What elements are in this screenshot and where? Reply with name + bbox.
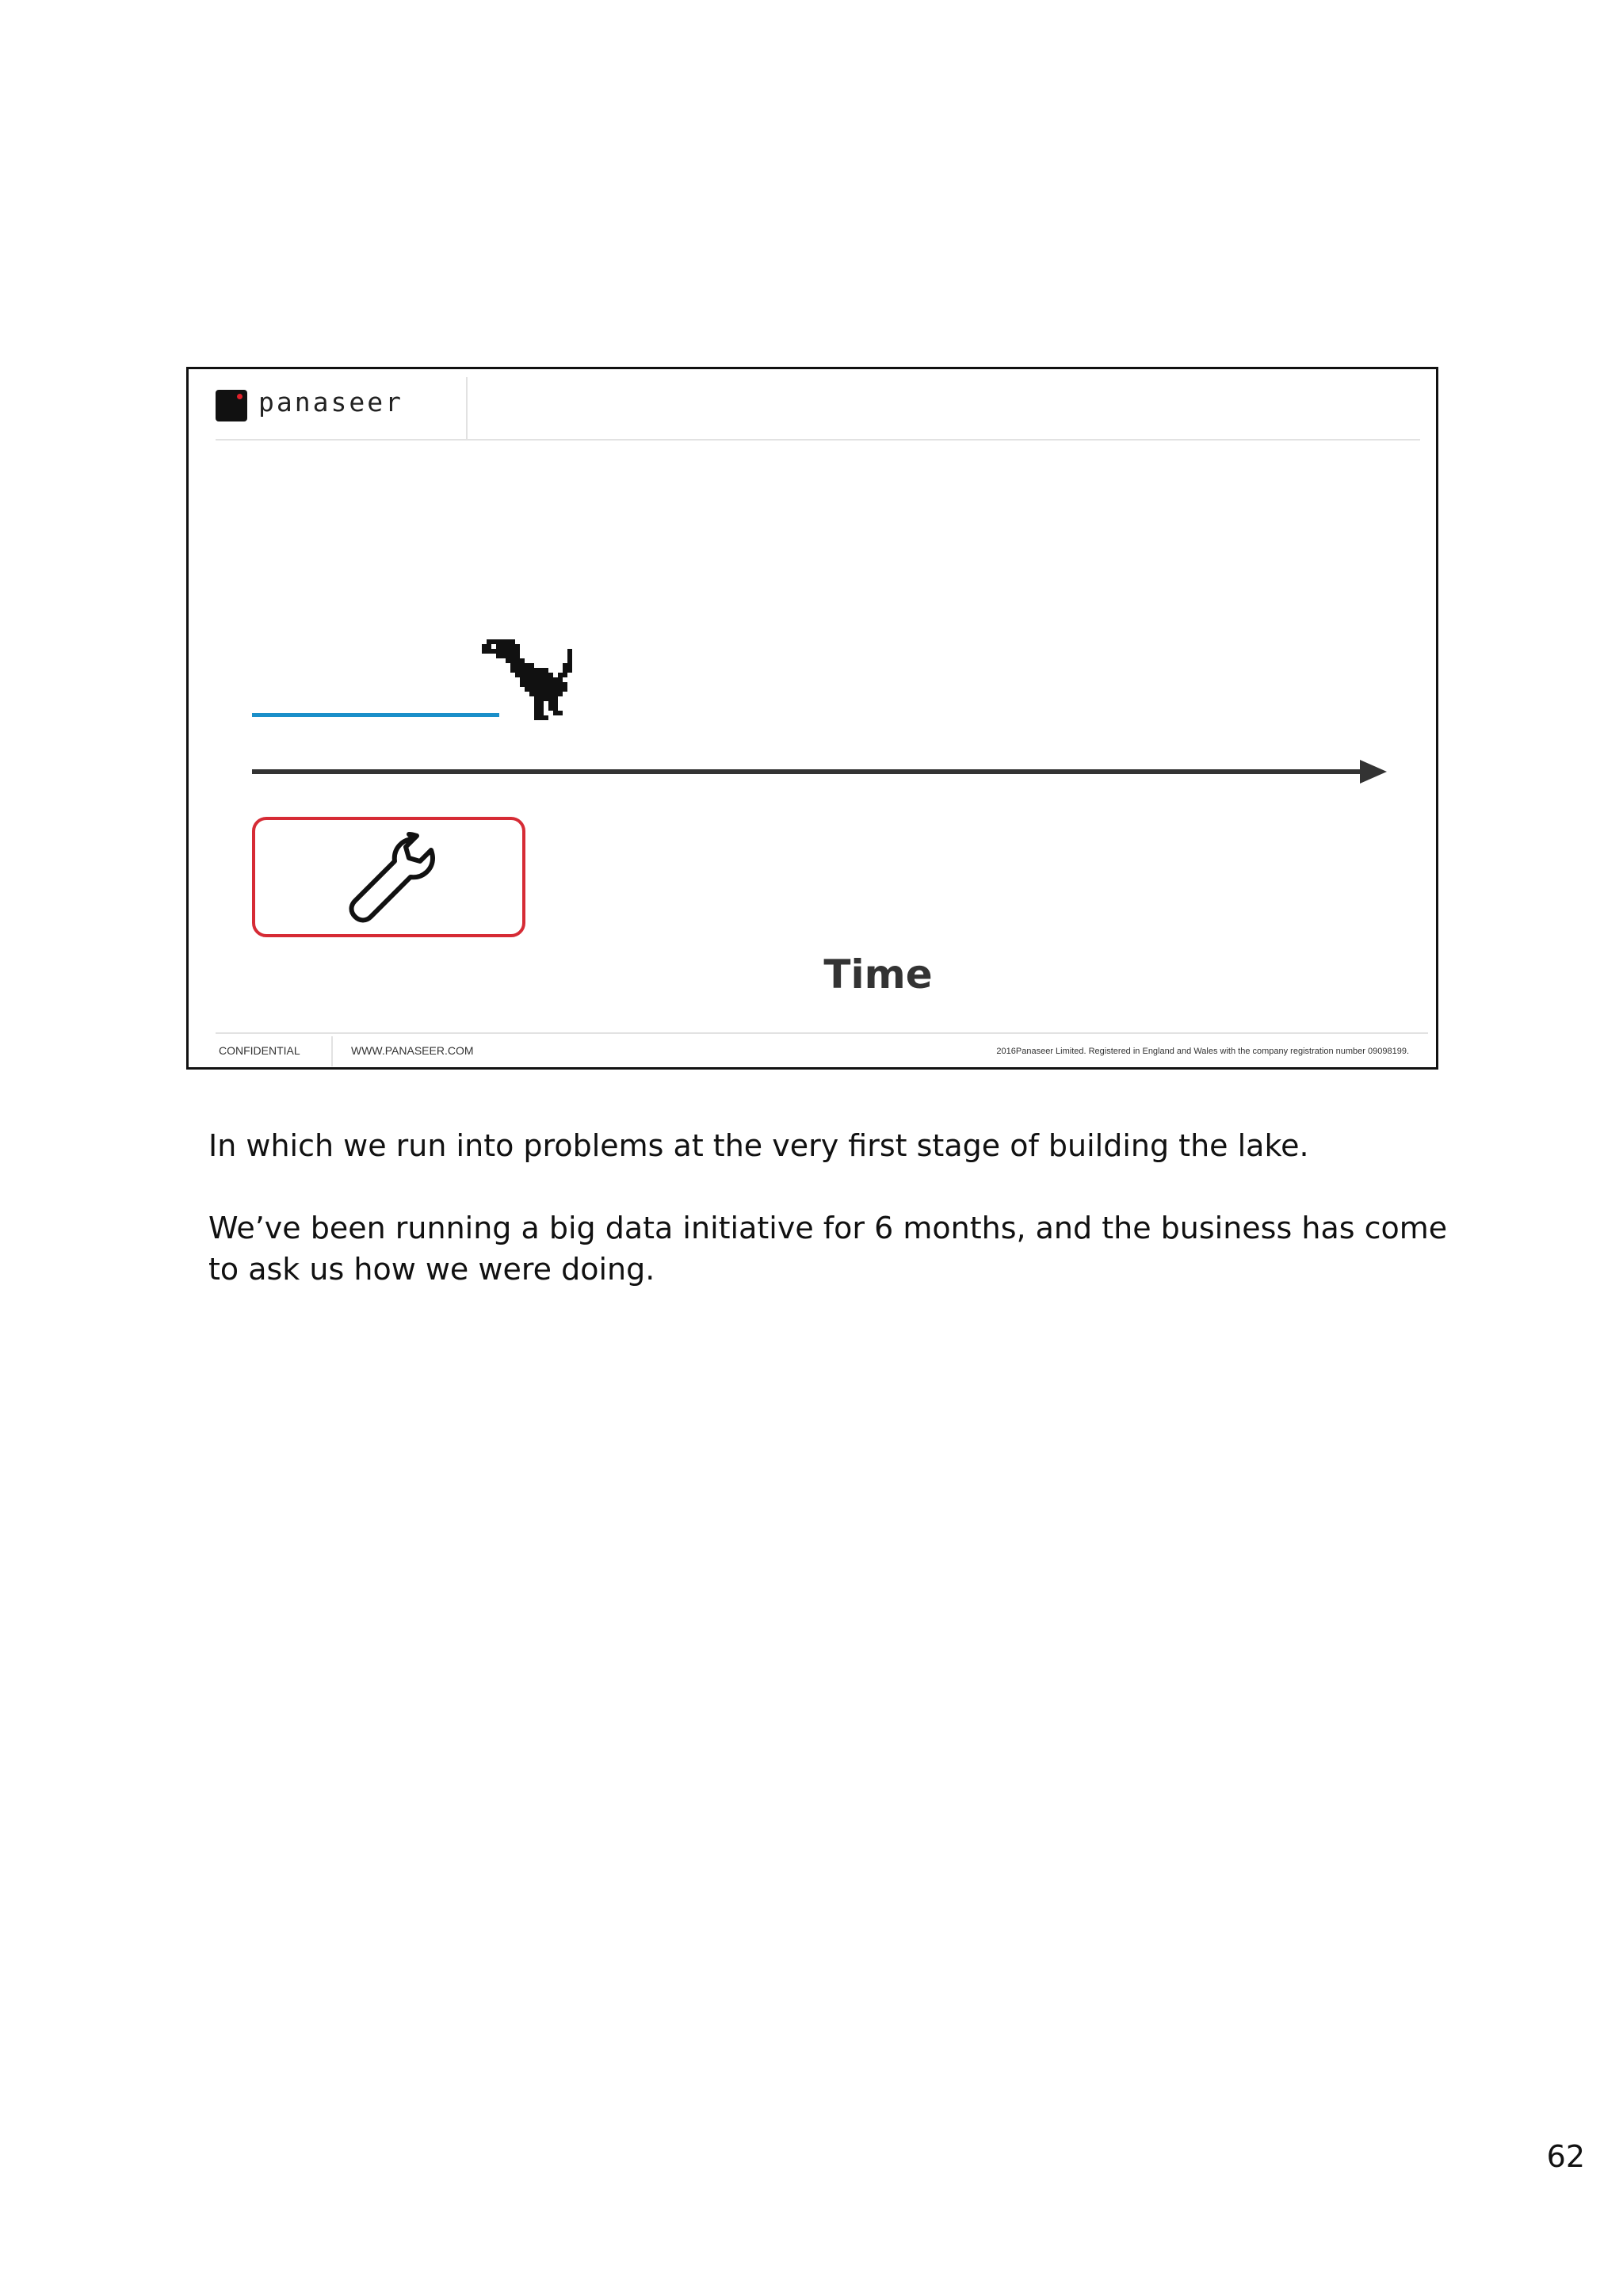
footer-url: WWW.PANASEER.COM [351,1044,474,1057]
footer-divider [331,1036,333,1066]
notes-paragraph: In which we run into problems at the very first stage of building the lake. [208,1128,1309,1163]
dinosaur-icon [482,635,586,725]
slide-thumbnail [186,367,1438,1070]
axis-label: Time [823,952,933,997]
footer-legal: 2016Panaseer Limited. Registered in England and Wales with the company registration number 09098199. [996,1047,1409,1056]
speaker-notes [208,1125,1461,1331]
footer-rule [216,1032,1428,1034]
header-rule [216,439,1420,441]
arrow-right-icon [252,758,1387,785]
progress-line [252,713,499,717]
notes-paragraph: We’ve been running a big data initiative for 6 months, and the business has come to ask us how we were doing. [208,1211,1448,1287]
footer-confidential: CONFIDENTIAL [219,1044,300,1057]
logo-dot [237,394,242,399]
panaseer-logo-icon [216,390,247,421]
tool-box [252,817,525,937]
page-number: 62 [1546,2139,1585,2174]
wrench-icon [344,831,439,926]
header-divider [466,377,468,439]
brand-name: panaseer [258,387,403,418]
